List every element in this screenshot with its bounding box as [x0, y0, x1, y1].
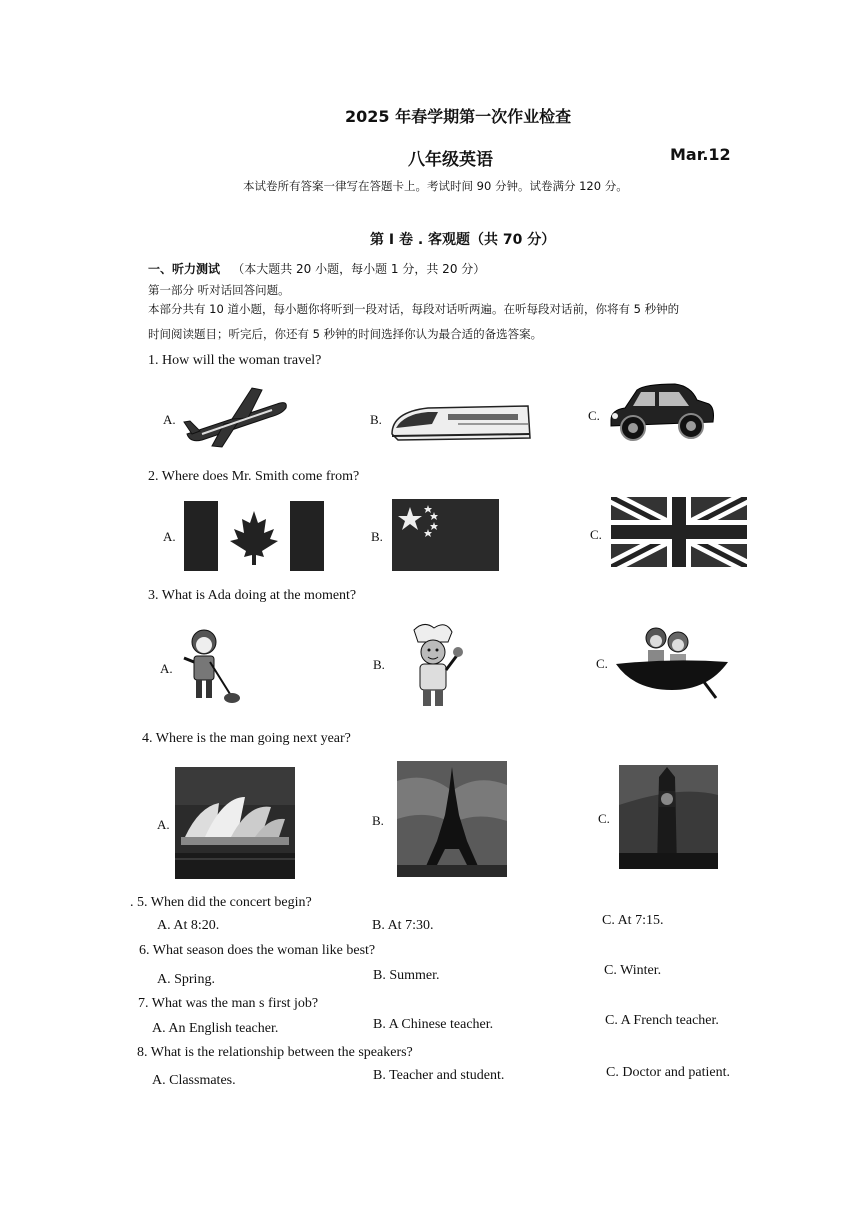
q2-option-c-label[interactable]: C. — [590, 527, 602, 542]
cooking-boy-icon[interactable] — [404, 622, 464, 712]
eiffel-tower-icon[interactable] — [397, 761, 507, 877]
q3-option-b-label[interactable]: B. — [373, 657, 385, 672]
q5-option-b[interactable]: B. At 7:30. — [372, 918, 434, 933]
exam-title: 2025 年春学期第一次作业检查 — [345, 107, 572, 126]
q1-option-c-label[interactable]: C. — [588, 408, 600, 423]
uk-flag-icon[interactable] — [611, 497, 747, 567]
car-icon[interactable] — [605, 380, 717, 446]
rowing-boat-icon[interactable] — [612, 620, 732, 702]
question-7: 7. What was the man s first job? — [138, 996, 319, 1011]
volume-title: 第 Ⅰ 卷 . 客观题（共 70 分） — [370, 232, 556, 248]
exam-note: 本试卷所有答案一律写在答题卡上。考试时间 90 分钟。试卷满分 120 分。 — [243, 179, 628, 193]
section-heading-note: （本大题共 20 小题，每小题 1 分，共 20 分） — [232, 262, 486, 276]
q3-option-a-label[interactable]: A. — [160, 661, 173, 676]
q2-option-a-label[interactable]: A. — [163, 529, 176, 544]
question-3: 3. What is Ada doing at the moment? — [148, 588, 357, 603]
q4-option-a-label[interactable]: A. — [157, 817, 170, 832]
section-heading-label: 一、听力测试 — [148, 262, 221, 276]
q4-option-b-label[interactable]: B. — [372, 813, 384, 828]
q1-option-a-label[interactable]: A. — [163, 412, 176, 427]
q5-option-a[interactable]: A. At 8:20. — [157, 918, 220, 933]
high-speed-train-icon[interactable] — [388, 394, 533, 444]
question-6: 6. What season does the woman like best? — [139, 943, 376, 958]
q7-option-b[interactable]: B. A Chinese teacher. — [373, 1017, 494, 1032]
question-4: 4. Where is the man going next year? — [142, 731, 351, 746]
airplane-icon[interactable] — [182, 384, 292, 449]
q4-option-c-label[interactable]: C. — [598, 811, 610, 826]
section-heading — [148, 260, 485, 277]
question-8: 8. What is the relationship between the speakers? — [137, 1045, 413, 1060]
exam-subject: 八年级英语 — [408, 150, 493, 170]
q8-option-a[interactable]: A. Classmates. — [152, 1073, 236, 1088]
sweeping-girl-icon[interactable] — [180, 628, 240, 706]
question-5: . 5. When did the concert begin? — [130, 895, 312, 910]
q7-option-c[interactable]: C. A French teacher. — [605, 1013, 719, 1028]
big-ben-icon[interactable] — [619, 765, 718, 869]
question-2: 2. Where does Mr. Smith come from? — [148, 469, 360, 484]
q6-option-c[interactable]: C. Winter. — [604, 963, 662, 978]
q1-option-b-label[interactable]: B. — [370, 412, 382, 427]
q6-option-b[interactable]: B. Summer. — [373, 968, 440, 983]
q2-option-b-label[interactable]: B. — [371, 529, 383, 544]
part-title: 第一部分 听对话回答问题。 — [148, 283, 290, 297]
q3-option-c-label[interactable]: C. — [596, 656, 608, 671]
q7-option-a[interactable]: A. An English teacher. — [152, 1021, 279, 1036]
instructions-line-2: 时间阅读题目；听完后，你还有 5 秒钟的时间选择你认为最合适的备选答案。 — [148, 327, 543, 341]
q8-option-b[interactable]: B. Teacher and student. — [373, 1068, 505, 1083]
exam-date: Mar.12 — [670, 145, 731, 164]
instructions-line-1: 本部分共有 10 道小题，每小题你将听到一段对话，每段对话听两遍。在听每段对话前，你将有 5 秒钟的 — [148, 302, 680, 316]
question-1: 1. How will the woman travel? — [148, 353, 322, 368]
china-flag-icon[interactable] — [392, 499, 499, 571]
canada-flag-icon[interactable] — [184, 501, 324, 571]
q6-option-a[interactable]: A. Spring. — [157, 972, 215, 987]
q8-option-c[interactable]: C. Doctor and patient. — [606, 1065, 731, 1080]
sydney-opera-house-icon[interactable] — [175, 767, 295, 879]
q5-option-c[interactable]: C. At 7:15. — [602, 913, 664, 928]
